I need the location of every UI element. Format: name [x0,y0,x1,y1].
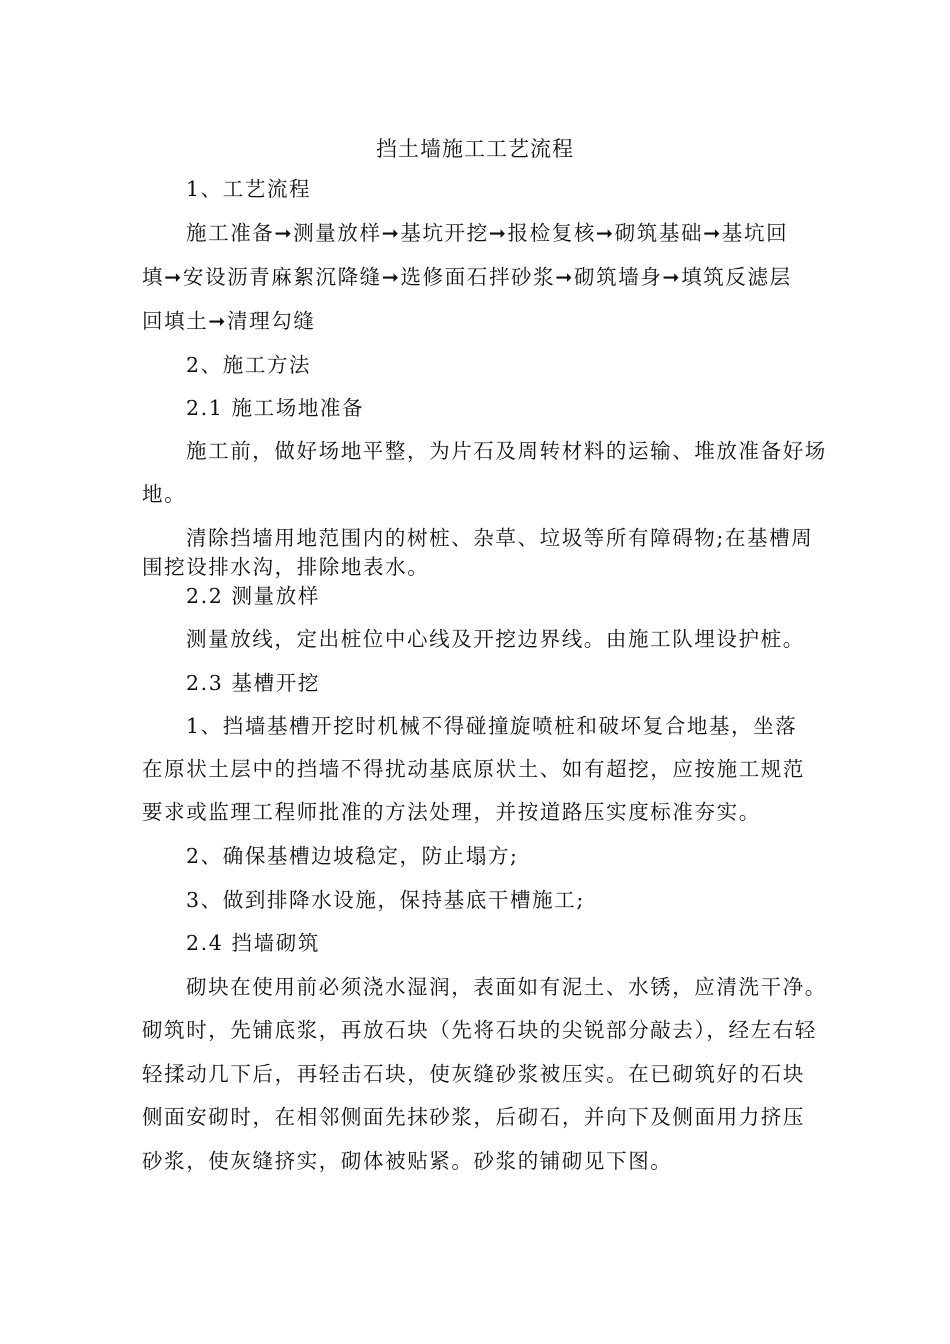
clearing-line-1: 清除挡墙用地范围内的树桩、杂草、垃圾等所有障碍物;在基槽周 [186,526,814,550]
clearing-line-2: 围挖设排水沟，排除地表水。 [142,555,430,579]
masonry-line-1: 砌块在使用前必须浇水湿润，表面如有泥土、水锈，应清洗干净。 [186,975,827,999]
excavation-item-1-line-2: 在原状土层中的挡墙不得扰动基底原状土、如有超挖，应按施工规范 [142,757,805,781]
excavation-item-3: 3、做到排降水设施，保持基底干槽施工; [186,888,585,912]
process-flow-line-3: 回填土➞清理勾缝 [142,309,316,333]
masonry-line-5: 砂浆，使灰缝挤实，砌体被贴紧。砂浆的铺砌见下图。 [142,1149,673,1173]
survey-line-1: 测量放线，定出桩位中心线及开挖边界线。由施工队埋设护桩。 [186,627,805,651]
process-flow-line-2: 填➞安设沥青麻絮沉降缝➞选修面石拌砂浆➞砌筑墙身➞填筑反滤层 [142,265,792,289]
excavation-item-1-line-1: 1、挡墙基槽开挖时机械不得碰撞旋喷桩和破坏复合地基，坐落 [186,714,798,738]
masonry-line-4: 侧面安砌时，在相邻侧面先抹砂浆，后砌石，并向下及侧面用力挤压 [142,1105,805,1129]
site-prep-line-1: 施工前，做好场地平整，为片石及周转材料的运输、堆放准备好场 [186,439,827,463]
section-1-heading: 1、工艺流程 [186,177,312,201]
excavation-item-1-line-3: 要求或监理工程师批准的方法处理，并按道路压实度标准夯实。 [142,800,761,824]
process-flow-line-1: 施工准备➞测量放样➞基坑开挖➞报检复核➞砌筑基础➞基坑回 [186,221,789,245]
section-2-4-heading: 2.4 挡墙砌筑 [186,931,320,955]
page-title: 挡土墙施工工艺流程 [376,137,574,161]
masonry-line-3: 轻揉动几下后，再轻击石块，使灰缝砂浆被压实。在已砌筑好的石块 [142,1062,805,1086]
masonry-line-2: 砌筑时，先铺底浆，再放石块（先将石块的尖锐部分敲去），经左右轻 [142,1018,817,1042]
section-2-2-heading: 2.2 测量放样 [186,584,320,608]
site-prep-line-2: 地。 [142,482,187,506]
section-2-3-heading: 2.3 基槽开挖 [186,671,320,695]
excavation-item-2: 2、确保基槽边坡稳定，防止塌方; [186,844,519,868]
section-2-1-heading: 2.1 施工场地准备 [186,396,365,420]
section-2-heading: 2、施工方法 [186,353,312,377]
